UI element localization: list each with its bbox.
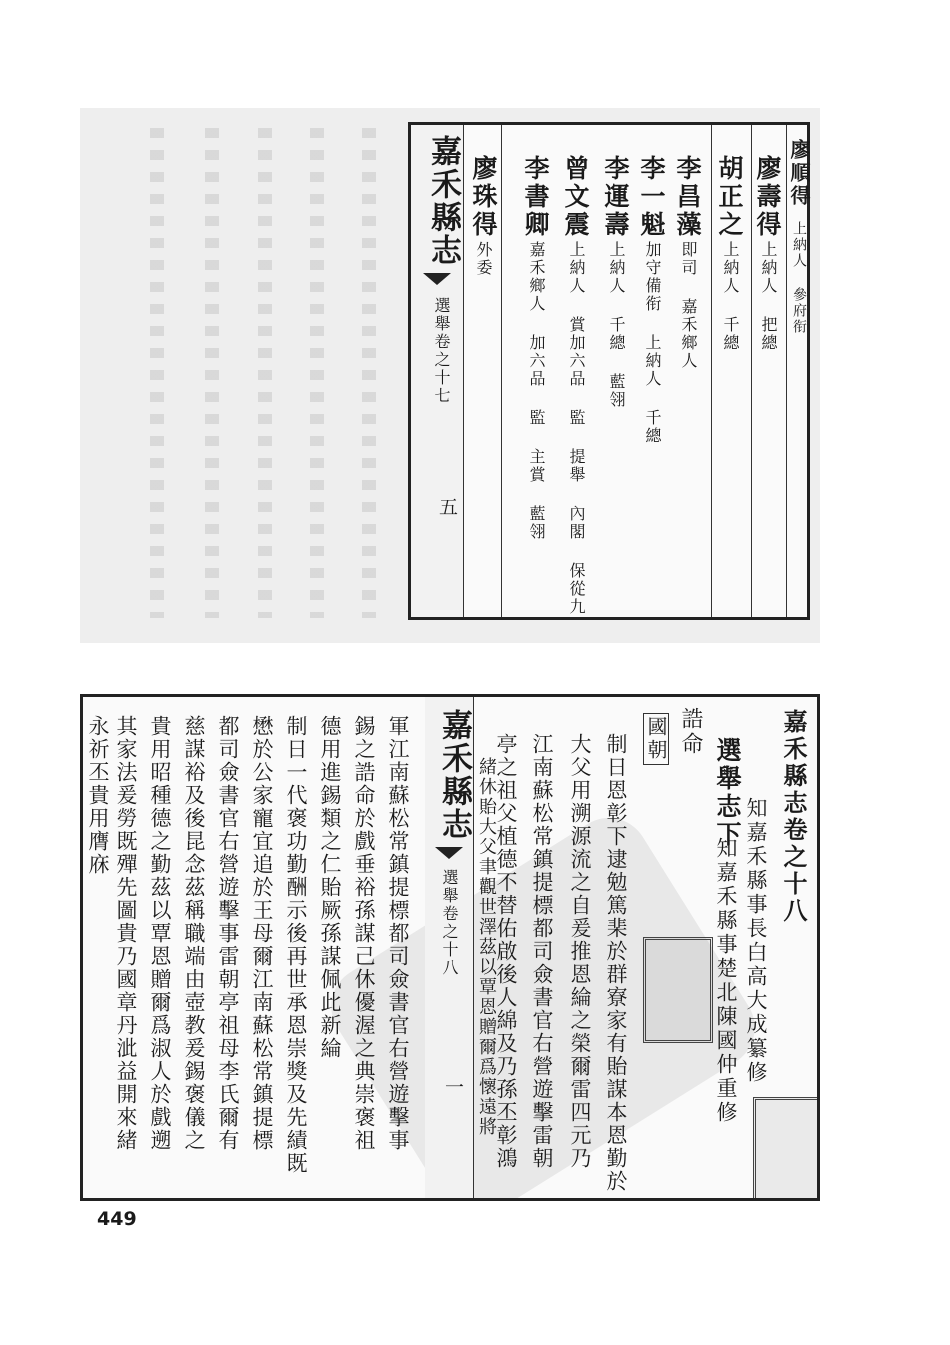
- entry-note: 上納人 千總 藍翎: [607, 241, 626, 409]
- text-column: 貴用昭種德之勤茲以覃恩贈爾爲淑人於戲遡: [148, 715, 172, 1152]
- text-column: 錫之誥命於戲垂裕孫謀己休優渥之典崇褒祖: [352, 715, 376, 1152]
- entry-name: 曾文震: [561, 155, 590, 239]
- fish-tail-mark: [423, 273, 451, 285]
- bleed-through-text: [362, 128, 376, 618]
- text-column: 慈謀裕及後昆念茲稱職端由壺教爰錫褒儀之: [182, 715, 206, 1152]
- entry-name: 李昌藻: [673, 155, 702, 239]
- page-number: 449: [97, 1208, 137, 1230]
- entry-name: 胡正之: [715, 155, 744, 239]
- entry-note: 上納人 千總: [721, 241, 740, 352]
- entry-note: 上納人 把總: [759, 241, 778, 352]
- text-column: 其家法爰勞既殫先圖貴乃國章丹泚益開來緒: [114, 715, 138, 1152]
- bleed-through-text: [310, 128, 324, 618]
- folio: 五: [436, 497, 458, 519]
- subsection-title: 誥命: [678, 707, 703, 757]
- column-rule: [711, 125, 712, 617]
- entry-note: 嘉禾鄉人 加六品 監 主賞 藍翎: [527, 241, 546, 541]
- text-column: 制日一代褒功勤酬示後再世承恩崇獎及先績既: [284, 715, 308, 1175]
- fish-tail-mark: [435, 847, 463, 859]
- text-column: 江南蘇松常鎮提標都司僉書官右營遊擊雷朝: [530, 733, 554, 1170]
- text-column: 德用進錫類之仁貽厥孫謀佩此新綸: [318, 715, 342, 1060]
- bleed-through-text: [205, 128, 219, 618]
- entry-name: 李一魁: [637, 155, 666, 239]
- entry-name: 廖珠得: [469, 155, 498, 239]
- spine-title: 嘉禾縣志: [425, 135, 461, 267]
- column-rule: [501, 125, 502, 617]
- compiler-line: 知嘉禾縣事楚北陳國仲重修: [714, 837, 738, 1125]
- entry-note: 加守備衔 上納人 千總: [643, 241, 662, 445]
- text-column: 軍江南蘇松常鎮提標都司僉書官右營遊擊事: [386, 715, 410, 1152]
- entry-name: 廖壽得: [753, 155, 782, 239]
- dynasty-label: 國朝: [643, 713, 669, 765]
- top-page: [408, 122, 810, 620]
- section-title: 選舉志下: [713, 737, 742, 849]
- entry-note: 上納人 賞加六品 監 提舉 內閣 保從九: [567, 241, 586, 616]
- bottom-page: [80, 694, 820, 1201]
- entry-note: 上納人 參府衔: [791, 221, 807, 335]
- entry-name: 李運壽: [601, 155, 630, 239]
- text-column: 懋於公家寵宜追於王母爾江南蘇松常鎮提標: [250, 715, 274, 1152]
- spine-section: 選舉卷之十七: [432, 297, 451, 405]
- text-column: 制日恩彰下逮勉篤棐於群寮家有貽謀本恩勤於: [604, 733, 628, 1193]
- text-column: 大父用溯源流之自爰推恩綸之榮爾雷四元乃: [568, 733, 592, 1170]
- page-title: 嘉禾縣志卷之十八: [779, 709, 808, 925]
- library-seal: [753, 1097, 820, 1201]
- compiler-line: 知嘉禾縣事長白高大成纂修: [744, 797, 768, 1085]
- entry-note: 外委: [474, 241, 493, 277]
- text-column: 都司僉書官右營遊擊事雷朝亭祖母李氏爾有: [216, 715, 240, 1152]
- library-seal: [643, 937, 713, 1043]
- folio: 一: [442, 1077, 464, 1099]
- entry-name: 廖順得: [787, 139, 811, 208]
- bleed-through-text: [258, 128, 272, 618]
- bleed-through-text: [150, 128, 164, 618]
- text-column: 緒休貽大父聿觀世澤茲以覃恩贈爾爲懷遠將: [476, 757, 497, 1137]
- column-rule: [751, 125, 752, 617]
- text-column: 亭之祖父植德不替佑啟後人綿及乃孫丕彰鴻: [494, 733, 518, 1170]
- spine-title: 嘉禾縣志: [436, 709, 472, 841]
- text-column: 永祈丕貴用膺庥: [86, 715, 110, 876]
- spine-section: 選舉卷之十八: [440, 869, 459, 977]
- entry-note: 即司 嘉禾鄉人: [679, 241, 698, 370]
- entry-name: 李書卿: [521, 155, 550, 239]
